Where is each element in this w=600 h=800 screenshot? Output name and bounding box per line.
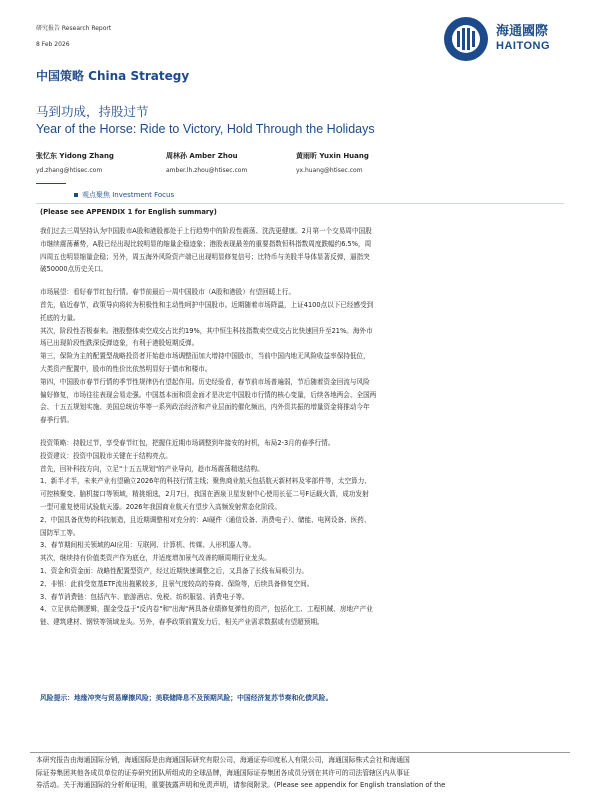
disclaimer-line: 本研究报告由海通国际分销，海通国际是由海通国际研究有限公司，海通证券印度私人有限公司，海通国际株式会社和海通国 (36, 756, 410, 764)
body-line: 破50000点历史关口。 (40, 265, 108, 274)
body-line: 投资建议：投资中国股市关键在于结构亮点。 (40, 451, 172, 460)
author-email[interactable]: amber.lh.zhou@htisec.com (166, 167, 248, 174)
logo-text-en: HAITONG (496, 40, 551, 52)
body-line: 链、建筑建材、钢铁等领域龙头。另外，春季政策前置发力后，相关产业需求数据或有望超预期。 (40, 618, 324, 627)
body-line: 可控核聚变、脑机接口等领域，精挑细选，2月7日，我国在酒泉卫星发射中心使用长征二号F运载火箭，成功发射 (40, 490, 369, 499)
body-line: 第三，保险为主的配置型战略投资者开始趁市场调整而加大增持中国股市，当前中国内地无风险收益率保持低位， (40, 352, 370, 361)
body-line: 4、立足供给侧逻辑，握金受益于"反内卷"和"出海"两具备业绩修复弹性的资产，包括化工、工程机械、房地产产业 (40, 605, 373, 614)
haitong-logo-icon (442, 15, 490, 63)
author-3 (296, 151, 369, 174)
body-text (40, 225, 568, 629)
body-line: 首先，临近春节，政策导向将转为积极性和主动性呵护中国股市。近期随着市场降温，上证4100点以下已经感受到 (40, 300, 374, 309)
body-line: 偏好修复，市场往往表现会易走强。中国基本面和资金面才是决定中国股市行情的核心变量，后续各地两会、全国两 (40, 390, 377, 399)
focus-bullet-icon (74, 193, 78, 197)
body-line: 首先，回补科技方向，立足"十五五规划"的产业导向，趁市场震荡精选结构。 (40, 464, 264, 473)
category-label: 中国策略 China Strategy (36, 69, 190, 83)
body-line: 市继续震荡蓄势，A股已经出现比较明显的缩量企稳迹象；港股表现最差的重要指数恒科指数周度跌幅约6.5%，周 (40, 239, 372, 248)
report-date: 8 Feb 2026 (36, 41, 70, 48)
body-line: 3、春节期间相关领域的AI应用：互联网、计算机、传媒、人形机器人等。 (40, 541, 256, 550)
body-line: 大类资产配置中，股市的性价比依然明显好于债市和楼市。 (40, 364, 212, 373)
investment-focus-label: 观点聚焦 Investment Focus (82, 191, 175, 199)
paragraph-gap (40, 427, 568, 437)
body-line: 会、十五五规划实施、美国总统访华等一系列政治经济和产业层面的催化频出，内外资共振的增量资金将推动今年 (40, 403, 370, 412)
body-line: 投资策略：持股过节，享受春节红包，把握住近期市场调整到年接安的时机，布局2-3月的春季行情。 (40, 438, 335, 447)
body-line: 1、资金和资金面：战略性配置型资产，经过近期快速调整之后，又具备了长线布局吸引力。 (40, 566, 308, 575)
disclaimer-line: 际证券集团其他各成员单位的证券研究团队所组成的全球品牌，海通国际证券集团各成员分别在其许可的司法管辖区内从事证 (36, 768, 410, 777)
author-2 (166, 151, 247, 174)
risk-warning (40, 685, 568, 704)
body-line: 3、春节消费链：包括汽车、旅游酒店、免税、纺织服装、消费电子等。 (40, 592, 249, 601)
author-name: 张忆东 Yidong Zhang (36, 152, 114, 160)
focus-divider (36, 203, 564, 204)
body-line: 第四，中国股市春节行情的季节性规律仍有望起作用。历史经验看，春节前市场普遍弱，节后随着资金回流与风险 (40, 377, 370, 386)
author-name: 黄雨昕 Yuxin Huang (296, 152, 369, 160)
body-line: 场已出现阶段性跌深反弹迹象，有利于港股短期反弹。 (40, 339, 199, 348)
author-email[interactable]: yd.zhang@htisec.com (36, 167, 103, 174)
body-line: 其次，阶段性否极泰来。港股整体卖空成交占比约19%，其中恒生科技指数卖空成交占比快速回升至21%。海外市 (40, 326, 373, 335)
risk-label: 风险提示： (40, 694, 74, 702)
body-line: 托底的力量。 (40, 313, 80, 322)
body-line: 我们过去三周坚持认为中国股市A股和港股都处于上行趋势中的阶段性震荡、洗洗更健康。2月第一个交易周中国股 (40, 227, 372, 235)
report-type: 研究报告 Research Report (36, 25, 112, 32)
risk-text: 地缘冲突与贸易摩擦风险；美联储降息不及预期风险；中国经济复苏节奏和化债风险。 (73, 694, 333, 702)
paragraph-gap (40, 276, 568, 286)
body-line: 2、非银：此前受宽基ETF流出拖累较多，且景气度较高的券商、保险等，后续具备修复空间。 (40, 579, 314, 588)
disclaimer-line: 券活动。关于海通国际的分析师证明，重要披露声明和免责声明，请参阅附录。(Please see appendix for English translation of the (36, 781, 446, 789)
body-line: 1、新半才半，未来产业有望确立2026年的科技行情主线；聚焦商业航天包括航天新材料及零部件等，太空算力、 (40, 477, 371, 486)
body-line: 四周五也明显缩量企稳；另外，周五海外风险资产端已出现明显修复信号；比特币与美股半导体显著反弹，逼指突 (40, 252, 370, 261)
page-title-en: Year of the Horse: Ride to Victory, Hold Through the Holidays (36, 122, 375, 136)
body-line: 2、中国具备优势的科技制造，且近期调整相对充分的：AI硬件（通信设备、消费电子）、储能、电网设备、医药、 (40, 515, 371, 524)
body-line: 其次，继续持有价值类资产作为底仓，并适度增加景气改善的顺周期行业龙头。 (40, 554, 271, 563)
page-title-cn: 马到功成，持股过节 (36, 104, 149, 119)
body-line: 市场展望：看好春节红包行情。春节前最后一周中国股市（A股和港股）有望回暖上行。 (40, 288, 296, 297)
disclaimer-divider (30, 752, 570, 753)
body-line: 国防军工等。 (40, 528, 80, 537)
author-name: 周林孙 Amber Zhou (166, 152, 238, 160)
author-1 (36, 151, 114, 174)
disclaimer (36, 754, 596, 792)
appendix-note: (Please see APPENDIX 1 for English summary) (40, 208, 217, 216)
author-email[interactable]: yx.huang@htisec.com (296, 167, 363, 174)
body-line: 一型可重复使用试验航天器。2026年我国商业航天有望步入高频发射常态化阶段。 (40, 502, 281, 511)
logo-text-cn: 海通國際 (496, 24, 549, 39)
focus-rule (36, 183, 66, 184)
body-line: 春季行情。 (40, 416, 73, 425)
